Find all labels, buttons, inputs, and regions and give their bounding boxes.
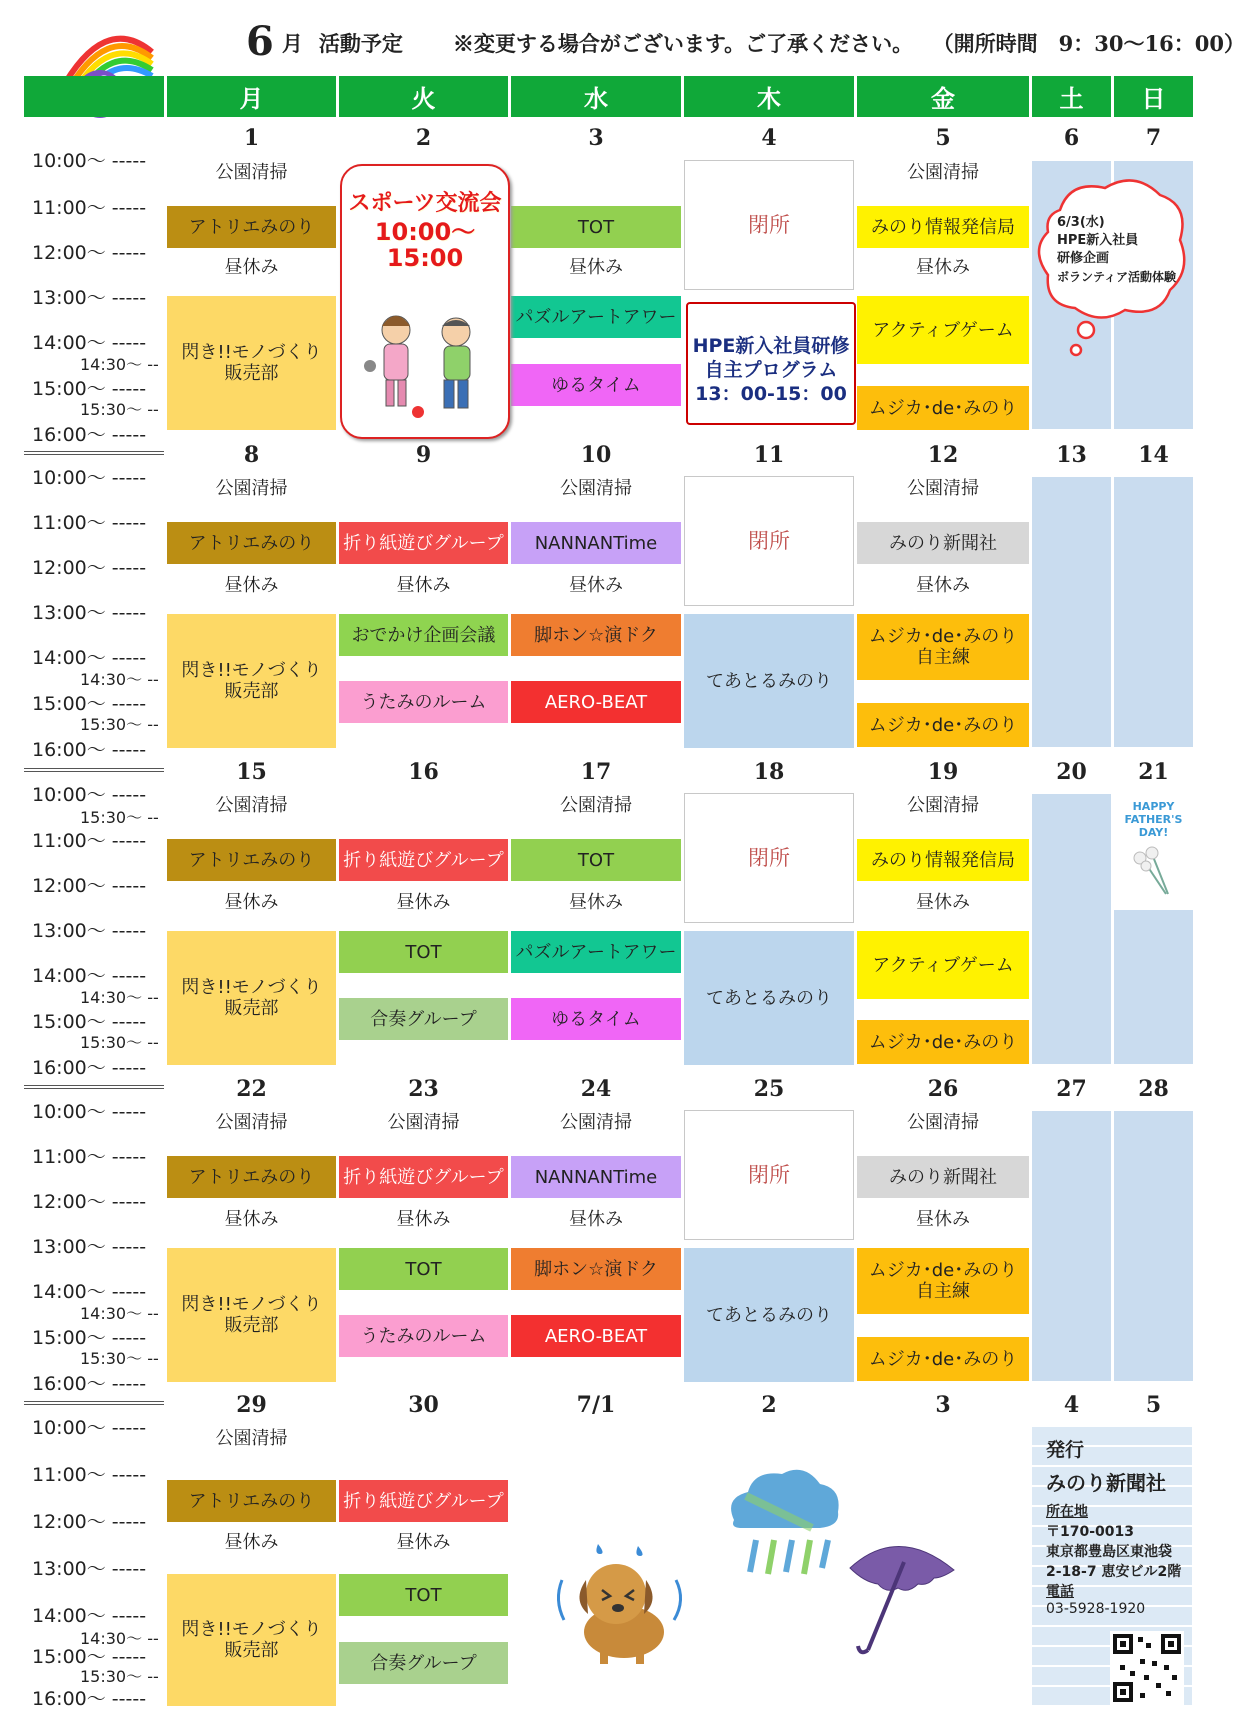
- date-cell: 20: [1056, 759, 1087, 785]
- date-cell: 7: [1145, 125, 1162, 151]
- activity-origami: 折り紙遊びグループ: [339, 1480, 508, 1522]
- activity-teatoru: てあとるみのり: [684, 931, 854, 1065]
- time-label: 13:00～ -----: [32, 1558, 147, 1580]
- activity-tot: TOT: [511, 206, 681, 248]
- activity-yuru: ゆるタイム: [511, 998, 681, 1040]
- activity-park: 公園清掃: [215, 794, 288, 816]
- time-label: 13:00～ -----: [32, 287, 147, 309]
- time-label: 16:00～ -----: [32, 424, 147, 446]
- time-label: 14:00～ -----: [32, 647, 147, 669]
- date-cell: 26: [927, 1076, 959, 1102]
- activity-lunch: 昼休み: [569, 891, 623, 913]
- phone-label: 電話: [1046, 1584, 1074, 1600]
- activity-origami: 折り紙遊びグループ: [339, 839, 508, 881]
- activity-origami: 折り紙遊びグループ: [339, 522, 508, 564]
- weekend-block: [1114, 1111, 1193, 1381]
- month-number: 6: [246, 18, 274, 65]
- date-cell: 14: [1138, 442, 1169, 468]
- activity-closed: 閉所: [684, 1110, 854, 1240]
- qr-code-icon: [1110, 1631, 1184, 1705]
- date-cell: 11: [753, 442, 785, 468]
- date-cell: 2: [415, 125, 432, 151]
- activity-park: 公園清掃: [560, 794, 632, 816]
- bocce-players-icon: [356, 306, 496, 426]
- date-cell: 25: [753, 1076, 785, 1102]
- date-cell: 17: [580, 759, 612, 785]
- publisher-label: 発行: [1046, 1439, 1085, 1461]
- sports-event-title: スポーツ交流会: [348, 191, 502, 216]
- sports-event-end: 15:00: [386, 244, 464, 272]
- cloud-note-line3: 研修企画: [1057, 251, 1110, 266]
- time-label: 14:30～ --: [80, 1304, 159, 1323]
- activity-origami: 折り紙遊びグループ: [339, 1156, 508, 1198]
- time-label: 10:00～ -----: [32, 1101, 147, 1123]
- activity-monozukuri: 閃き!!モノづくり 販売部: [167, 1248, 336, 1382]
- time-label: 16:00～ -----: [32, 1057, 147, 1079]
- activity-kyakuhon: 脚ホン☆演ドク: [511, 1248, 681, 1290]
- time-label: 15:00～ -----: [32, 1011, 147, 1033]
- date-cell: 28: [1138, 1076, 1169, 1102]
- date-cell: 24: [580, 1076, 612, 1102]
- address-line1: 東京都豊島区東池袋: [1046, 1544, 1172, 1560]
- date-cell: 18: [753, 759, 785, 785]
- activity-lunch: 昼休み: [916, 1208, 970, 1230]
- activity-atelier: アトリエみのり: [167, 522, 336, 564]
- activity-lunch: 昼休み: [224, 574, 279, 596]
- activity-park: 公園清掃: [907, 1111, 979, 1133]
- weekend-block: [1032, 794, 1111, 1064]
- activity-monozukuri: 閃き!!モノづくり 販売部: [167, 614, 336, 748]
- time-label: 12:00～ -----: [32, 1511, 147, 1533]
- time-label: 10:00～ -----: [32, 467, 147, 489]
- activity-monozukuri: 閃き!!モノづくり 販売部: [167, 931, 336, 1065]
- time-label: 12:00～ -----: [32, 242, 147, 264]
- date-cell: 4: [1063, 1392, 1080, 1418]
- time-label: 15:30～ --: [80, 1667, 159, 1686]
- date-cell: 6: [1063, 125, 1080, 151]
- activity-puzzle: パズルアートアワー: [511, 296, 681, 338]
- time-label: 15:30～ --: [80, 715, 159, 734]
- date-cell: 3: [935, 1392, 951, 1418]
- time-label: 14:00～ -----: [32, 332, 147, 354]
- activity-closed: 閉所: [684, 793, 854, 923]
- activity-closed: 閉所: [684, 160, 854, 290]
- date-cell: 8: [243, 442, 260, 468]
- weekday-sat: 土: [1032, 76, 1111, 117]
- flower-bouquet-icon: [1122, 844, 1182, 904]
- fathers-day-line3: DAY!: [1138, 826, 1169, 839]
- title-text: 活動予定: [318, 31, 403, 56]
- time-label: 10:00～ -----: [32, 150, 147, 172]
- cloud-note-date: 6/3(水): [1057, 215, 1105, 230]
- activity-active: アクティブゲーム: [857, 296, 1029, 364]
- activity-musica: ムジカ･de･みのり: [857, 703, 1029, 747]
- date-cell: 3: [588, 125, 604, 151]
- time-label: 15:30～ --: [80, 808, 159, 827]
- activity-atelier: アトリエみのり: [167, 1480, 336, 1522]
- hours-text: （開所時間 9：30～16：00）: [943, 31, 1245, 56]
- activity-lunch: 昼休み: [224, 1531, 279, 1553]
- activity-lunch: 昼休み: [916, 256, 970, 278]
- date-cell: 13: [1056, 442, 1087, 468]
- time-label: 10:00～ -----: [32, 1417, 147, 1439]
- time-label: 14:30～ --: [80, 355, 159, 374]
- activity-joho: みのり情報発信局: [857, 206, 1029, 248]
- weekend-block: [1114, 477, 1193, 747]
- activity-lunch: 昼休み: [396, 574, 451, 596]
- activity-lunch: 昼休み: [396, 891, 451, 913]
- week-separator: [24, 451, 164, 455]
- address-line2: 2-18-7 恵安ビル2階: [1046, 1564, 1182, 1580]
- sports-event-start: 10:00～: [374, 218, 476, 246]
- activity-park: 公園清掃: [215, 1111, 288, 1133]
- date-cell: 19: [927, 759, 959, 785]
- time-label: 15:00～ -----: [32, 1327, 147, 1349]
- activity-lunch: 昼休み: [396, 1208, 451, 1230]
- date-cell: 9: [415, 442, 432, 468]
- hpe-time: 13：00-15：00: [695, 383, 847, 405]
- activity-lunch: 昼休み: [569, 574, 623, 596]
- time-label: 14:00～ -----: [32, 1605, 147, 1627]
- activity-kyakuhon: 脚ホン☆演ドク: [511, 614, 681, 656]
- hpe-program-box: [686, 302, 856, 425]
- activity-park: 公園清掃: [560, 1111, 632, 1133]
- activity-yuru: ゆるタイム: [511, 364, 681, 406]
- umbrella-icon: [838, 1528, 974, 1658]
- time-label: 13:00～ -----: [32, 920, 147, 942]
- activity-tot: TOT: [339, 1248, 508, 1290]
- wet-dog-icon: [552, 1540, 692, 1668]
- time-label: 15:30～ --: [80, 1349, 159, 1368]
- rain-cloud-icon: [720, 1462, 844, 1582]
- phone-number: 03-5928-1920: [1046, 1601, 1146, 1617]
- activity-park: 公園清掃: [907, 161, 979, 183]
- postal-code: 〒170-0013: [1046, 1524, 1134, 1540]
- publisher-panel: [1032, 1427, 1192, 1707]
- date-cell: 30: [408, 1392, 439, 1418]
- time-label: 14:00～ -----: [32, 1281, 147, 1303]
- time-label: 14:30～ --: [80, 988, 159, 1007]
- activity-lunch: 昼休み: [396, 1531, 451, 1553]
- activity-atelier: アトリエみのり: [167, 206, 336, 248]
- time-label: 15:30～ --: [80, 1033, 159, 1052]
- time-label: 16:00～ -----: [32, 1373, 147, 1395]
- notice-text: ※変更する場合がございます。ご了承ください。: [452, 31, 914, 56]
- weekend-block: [1032, 477, 1111, 747]
- date-cell: 1: [243, 125, 260, 151]
- sports-event-box: [340, 164, 510, 439]
- time-label: 14:00～ -----: [32, 965, 147, 987]
- activity-nannan: NANNANTime: [511, 522, 681, 564]
- time-label: 15:00～ -----: [32, 378, 147, 400]
- time-label: 15:30～ --: [80, 400, 159, 419]
- activity-shinbun: みのり新聞社: [857, 1156, 1029, 1198]
- fathers-day-card: [1114, 796, 1193, 908]
- date-cell: 5: [935, 125, 951, 151]
- time-label: 14:30～ --: [80, 1629, 159, 1648]
- time-label: 11:00～ -----: [32, 830, 147, 852]
- date-cell: 21: [1138, 759, 1169, 785]
- activity-teatoru: てあとるみのり: [684, 1248, 854, 1382]
- activity-lunch: 昼休み: [224, 891, 279, 913]
- address-label: 所在地: [1046, 1504, 1088, 1520]
- activity-lunch: 昼休み: [224, 256, 279, 278]
- fathers-day-line2: FATHER'S: [1124, 813, 1183, 826]
- activity-aero: AERO-BEAT: [511, 1315, 681, 1357]
- weekend-block: [1032, 1111, 1111, 1381]
- activity-monozukuri: 閃き!!モノづくり 販売部: [167, 1574, 336, 1706]
- activity-musica: ムジカ･de･みのり: [857, 1020, 1029, 1064]
- activity-monozukuri: 閃き!!モノづくり 販売部: [167, 296, 336, 430]
- fathers-day-line1: HAPPY: [1132, 800, 1175, 813]
- weekday-tue: 火: [339, 76, 508, 117]
- time-label: 10:00～ -----: [32, 784, 147, 806]
- date-cell: 7/1: [576, 1392, 616, 1418]
- time-label: 11:00～ -----: [32, 1464, 147, 1486]
- header-corner: [24, 76, 164, 117]
- activity-lunch: 昼休み: [916, 574, 970, 596]
- time-label: 11:00～ -----: [32, 512, 147, 534]
- activity-musica: ムジカ･de･みのり: [857, 386, 1029, 430]
- time-label: 12:00～ -----: [32, 1191, 147, 1213]
- activity-park: 公園清掃: [215, 1427, 288, 1449]
- time-label: 11:00～ -----: [32, 197, 147, 219]
- weekday-wed: 水: [511, 76, 681, 117]
- activity-atelier: アトリエみのり: [167, 839, 336, 881]
- activity-park: 公園清掃: [387, 1111, 460, 1133]
- activity-nannan: NANNANTime: [511, 1156, 681, 1198]
- activity-odekake: おでかけ企画会議: [339, 614, 508, 656]
- date-cell: 5: [1145, 1392, 1162, 1418]
- date-cell: 2: [761, 1392, 777, 1418]
- date-cell: 12: [927, 442, 959, 468]
- activity-shinbun: みのり新聞社: [857, 522, 1029, 564]
- activity-tot: TOT: [339, 1574, 508, 1616]
- time-label: 14:30～ --: [80, 670, 159, 689]
- week-separator: [24, 1401, 164, 1405]
- weekday-thu: 木: [684, 76, 854, 117]
- activity-musica: ムジカ･de･みのり: [857, 1337, 1029, 1381]
- time-label: 15:00～ -----: [32, 693, 147, 715]
- date-cell: 4: [761, 125, 777, 151]
- activity-musica-self: ムジカ･de･みのり 自主練: [857, 1248, 1029, 1314]
- weekend-block: [1114, 910, 1193, 1064]
- date-cell: 10: [580, 442, 612, 468]
- activity-park: 公園清掃: [215, 477, 288, 499]
- activity-teatoru: てあとるみのり: [684, 614, 854, 748]
- cloud-note-line2: HPE新入社員: [1057, 233, 1139, 248]
- time-label: 16:00～ -----: [32, 739, 147, 761]
- date-cell: 27: [1056, 1076, 1087, 1102]
- time-label: 11:00～ -----: [32, 1146, 147, 1168]
- activity-tot: TOT: [339, 931, 508, 973]
- activity-gasso: 合奏グループ: [339, 998, 508, 1040]
- cloud-note: [1057, 214, 1197, 286]
- publisher-name: みのり新聞社: [1046, 1471, 1166, 1495]
- activity-puzzle: パズルアートアワー: [511, 931, 681, 973]
- activity-joho: みのり情報発信局: [857, 839, 1029, 881]
- activity-aero: AERO-BEAT: [511, 681, 681, 723]
- date-cell: 22: [236, 1076, 267, 1102]
- hpe-title: HPE新入社員研修: [692, 335, 850, 357]
- time-label: 15:00～ -----: [32, 1646, 147, 1668]
- activity-lunch: 昼休み: [224, 1208, 279, 1230]
- time-label: 12:00～ -----: [32, 557, 147, 579]
- weekday-mon: 月: [167, 76, 336, 117]
- activity-active: アクティブゲーム: [857, 931, 1029, 999]
- date-cell: 16: [408, 759, 439, 785]
- activity-park: 公園清掃: [215, 161, 288, 183]
- month-unit: 月: [281, 31, 303, 56]
- date-cell: 23: [408, 1076, 439, 1102]
- activity-musica-self: ムジカ･de･みのり 自主練: [857, 614, 1029, 680]
- activity-utami: うたみのルーム: [339, 1315, 508, 1357]
- cloud-note-line4: ボランティア活動体験: [1057, 270, 1177, 284]
- activity-park: 公園清掃: [907, 794, 979, 816]
- activity-park: 公園清掃: [560, 477, 632, 499]
- week-separator: [24, 768, 164, 772]
- date-cell: 29: [236, 1392, 267, 1418]
- weekday-sun: 日: [1114, 76, 1193, 117]
- activity-utami: うたみのルーム: [339, 681, 508, 723]
- page-title: [246, 18, 1245, 65]
- date-cell: 15: [236, 759, 267, 785]
- time-label: 13:00～ -----: [32, 1236, 147, 1258]
- weekday-fri: 金: [857, 76, 1029, 117]
- activity-closed: 閉所: [684, 476, 854, 606]
- activity-tot: TOT: [511, 839, 681, 881]
- hpe-subtitle: 自主プログラム: [704, 359, 838, 381]
- activity-lunch: 昼休み: [569, 256, 623, 278]
- activity-lunch: 昼休み: [916, 891, 970, 913]
- week-separator: [24, 1085, 164, 1089]
- time-label: 16:00～ -----: [32, 1688, 147, 1710]
- activity-atelier: アトリエみのり: [167, 1156, 336, 1198]
- activity-park: 公園清掃: [907, 477, 979, 499]
- time-label: 13:00～ -----: [32, 602, 147, 624]
- activity-gasso: 合奏グループ: [339, 1642, 508, 1684]
- activity-lunch: 昼休み: [569, 1208, 623, 1230]
- time-label: 12:00～ -----: [32, 875, 147, 897]
